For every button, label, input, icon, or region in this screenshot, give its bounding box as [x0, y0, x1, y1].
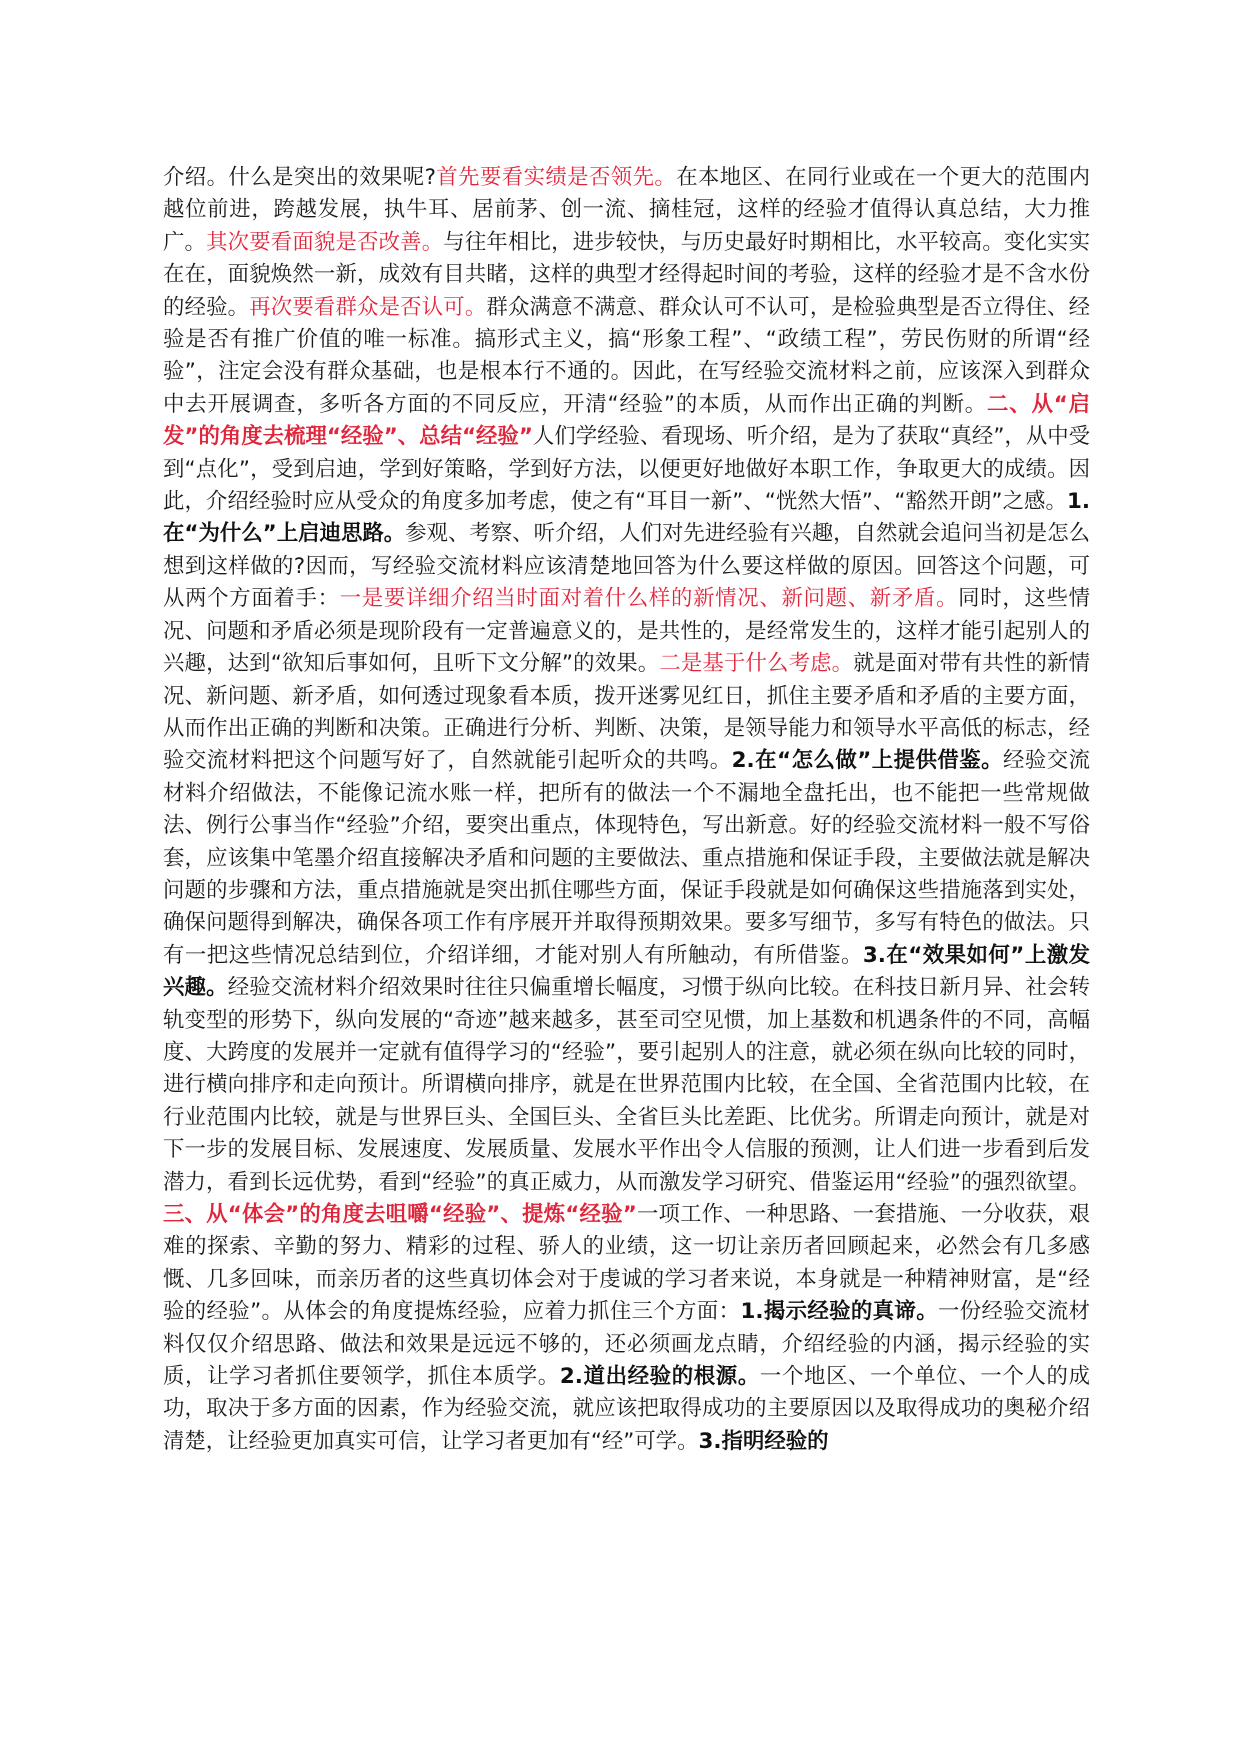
section-heading: 二、从“启发”的角度去梳理“经验”、总结“经验”	[163, 391, 1090, 450]
bold-subheading: 2.在“怎么做”上提供借鉴。	[731, 748, 1003, 774]
section-heading: 三、从“体会”的角度去咀嚼“经验”、提炼“经验”	[163, 1202, 637, 1227]
body-paragraph	[163, 162, 1090, 1458]
text-run: 介绍。什么是突出的效果呢?	[163, 165, 436, 190]
bold-subheading: 1.揭示经验的真谛。	[740, 1299, 938, 1325]
text-run: 人们学经验、看现场、听介绍，是为了获取“真经”，从中受到“点化”，受到启迪，学到好策略，学到好方法，以便更好地做好本职工作，争取更大的成绩。因此，介绍经验时应从受众的角度多加考虑，使之有“耳目一新”、“恍然大悟”、“豁然开朗”之感。	[163, 424, 1090, 515]
document-page	[163, 162, 1090, 1458]
highlight-phrase: 二是基于什么考虑。	[659, 651, 854, 677]
text-run: 一个地区、一个单位、一个人的成功，取决于多方面的因素，作为经验交流，就应该把取得成功的主要原因以及取得成功的奥秘介绍清楚，让经验更加真实可信，让学习者更加有“经”可学。	[163, 1364, 1090, 1454]
highlight-phrase: 一是要详细介绍当时面对着什么样的新情况、新问题、新矛盾。	[339, 586, 959, 612]
bold-subheading: 2.道出经验的根源。	[559, 1364, 760, 1390]
text-run: 参观、考察、听介绍，人们对先进经验有兴趣，自然就会追问当初是怎么想到这样做的?因而，写经验交流材料应该清楚地回答为什么要这样做的原因。回答这个问题，可从两个方面着手：	[163, 521, 1090, 612]
text-run: 与往年相比，进步较快，与历史最好时期相比，水平较高。变化实实在在，面貌焕然一新，成效有目共睹，这样的典型才经得起时间的考验，这样的经验才是不含水份的经验。	[163, 229, 1090, 320]
text-run: 经验交流材料介绍效果时往往只偏重增长幅度，习惯于纵向比较。在科技日新月异、社会转轨变型的形势下，纵向发展的“奇迹”越来越多，甚至司空见惯，加上基数和机遇条件的不同，高幅度、大跨度的发展并一定就有值得学习的“经验”，要引起别人的注意，就必须在纵向比较的同时，进行横向排序和走向预计。所谓横向排序，就是在世界范围内比较，在全国、全省范围内比较，在行业范围内比较，就是与世界巨头、全国巨头、全省巨头比差距、比优劣。所谓走向预计，就是对下一步的发展目标、发展速度、发展质量、发展水平作出令人信服的预测，让人们进一步看到后发潜力，看到长远优势，看到“经验”的真正威力，从而激发学习研究、借鉴运用“经验”的强烈欲望。	[163, 975, 1090, 1195]
text-run: 一份经验交流材料仅仅介绍思路、做法和效果是远远不够的，还必须画龙点睛，介绍经验的内涵，揭示经验的实质，让学习者抓住要领学，抓住本质学。	[163, 1299, 1090, 1390]
text-run: 一项工作、一种思路、一套措施、一分收获，艰难的探索、辛勤的努力、精彩的过程、骄人的业绩，这一切让亲历者回顾起来，必然会有几多感慨、几多回味，而亲历者的这些真切体会对于虔诚的学习者来说，本身就是一种精神财富，是“经验的经验”。从体会的角度提炼经验，应着力抓住三个方面：	[163, 1202, 1090, 1325]
highlight-phrase: 再次要看群众是否认可。	[249, 294, 487, 320]
text-run: 同时，这些情况、问题和矛盾必须是现阶段有一定普遍意义的，是共性的，是经常发生的，这样才能引起别人的兴趣，达到“欲知后事如何，且听下文分解”的效果。	[163, 586, 1090, 677]
bold-subheading: 3.在“效果如何”上激发兴趣。	[163, 942, 1090, 1001]
highlight-phrase: 首先要看实绩是否领先。	[435, 165, 677, 190]
text-run: 群众满意不满意、群众认可不认可，是检验典型是否立得住、经验是否有推广价值的唯一标准。搞形式主义，搞“形象工程”、“政绩工程”，劳民伤财的所谓“经验”，注定会没有群众基础，也是根本行不通的。因此，在写经验交流材料之前，应该深入到群众中去开展调查，多听各方面的不同反应，开清“经验”的本质，从而作出正确的判断。	[163, 294, 1090, 417]
bold-subheading: 3.指明经验的	[698, 1428, 829, 1454]
text-run: 经验交流材料介绍做法，不能像记流水账一样，把所有的做法一个不漏地全盘托出，也不能把一些常规做法、例行公事当作“经验”介绍，要突出重点，体现特色，写出新意。好的经验交流材料一般不写俗套，应该集中笔墨介绍直接解决矛盾和问题的主要做法、重点措施和保证手段，主要做法就是解决问题的步骤和方法，重点措施就是突出抓住哪些方面，保证手段就是如何确保这些措施落到实处，确保问题得到解决，确保各项工作有序展开并取得预期效果。要多写细节，多写有特色的做法。只有一把这些情况总结到位，介绍详细，才能对别人有所触动，有所借鉴。	[163, 748, 1090, 968]
bold-subheading: 1.在“为什么”上启迪思路。	[163, 489, 1090, 547]
text-run: 就是面对带有共性的新情况、新问题、新矛盾，如何透过现象看本质，拨开迷雾见红日，抓住主要矛盾和矛盾的主要方面，从而作出正确的判断和决策。正确进行分析、判断、决策，是领导能力和领导水平高低的标志，经验交流材料把这个问题写好了，自然就能引起听众的共鸣。	[163, 651, 1090, 774]
text-run: 在本地区、在同行业或在一个更大的范围内越位前进，跨越发展，执牛耳、居前茅、创一流、摘桂冠，这样的经验才值得认真总结，大力推广。	[163, 165, 1090, 255]
highlight-phrase: 其次要看面貌是否改善。	[206, 229, 444, 255]
